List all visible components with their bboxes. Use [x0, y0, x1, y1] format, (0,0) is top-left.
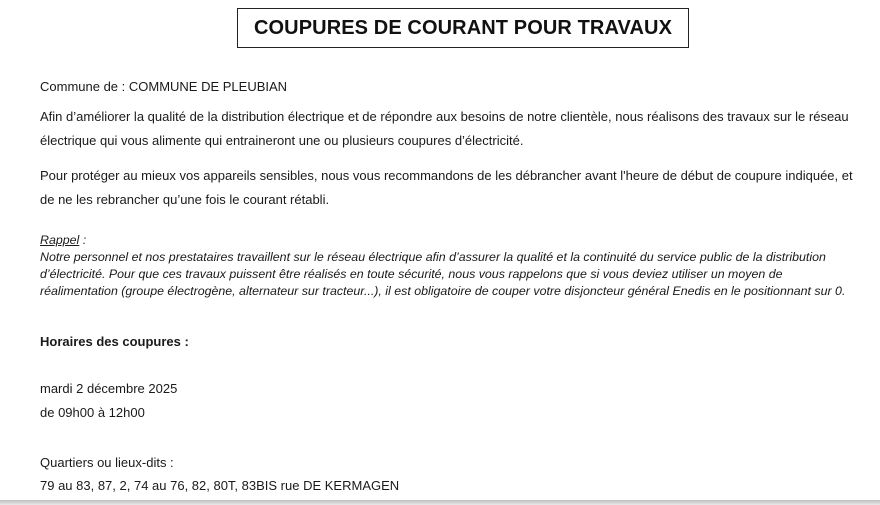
schedule-time: de 09h00 à 12h00: [40, 405, 145, 420]
paragraph-recommendation: Pour protéger au mieux vos appareils sensibles, nous vous recommandons de les débrancher avant l'heure de début de coupure indiquée, et de ne les rebrancher qu’une fois le courant rétabli.: [40, 168, 853, 207]
rappel-heading: Rappel: [40, 233, 80, 247]
rappel-block: [40, 232, 855, 300]
schedule-date: mardi 2 décembre 2025: [40, 381, 178, 396]
commune-line: Commune de : COMMUNE DE PLEUBIAN: [40, 79, 288, 94]
rappel-text: Notre personnel et nos prestataires travaillent sur le réseau électrique afin d’assurer la qualité et la continuité du service public de la distribution d’électricité. Pour que ces travaux puissent être réalisés en toute sécurité, nous vous rappelons que si vous deviez utiliser un moyen de réalimentation (groupe électrogène, alternateur sur tracteur...), il est obligatoire de couper votre disjoncteur général Enedis en le positionnant sur 0.: [40, 250, 846, 298]
rappel-heading-line: [40, 232, 855, 249]
page-title: COUPURES DE COURANT POUR TRAVAUX: [253, 16, 673, 39]
locations-streets: 79 au 83, 87, 2, 74 au 76, 82, 80T, 83BIS rue DE KERMAGEN: [40, 478, 400, 493]
rappel-heading-suffix: :: [79, 233, 87, 247]
locations-heading: Quartiers ou lieux-dits :: [40, 455, 174, 470]
page-bottom-edge: [0, 500, 880, 505]
paragraph-intro: Afin d’améliorer la qualité de la distribution électrique et de répondre aux besoins de notre clientèle, nous réalisons des travaux sur le réseau électrique qui vous alimente qui entraineront une ou plusieurs coupures d’électricité.: [40, 109, 849, 148]
title-box: [237, 8, 689, 48]
schedule-heading: Horaires des coupures :: [40, 334, 189, 349]
